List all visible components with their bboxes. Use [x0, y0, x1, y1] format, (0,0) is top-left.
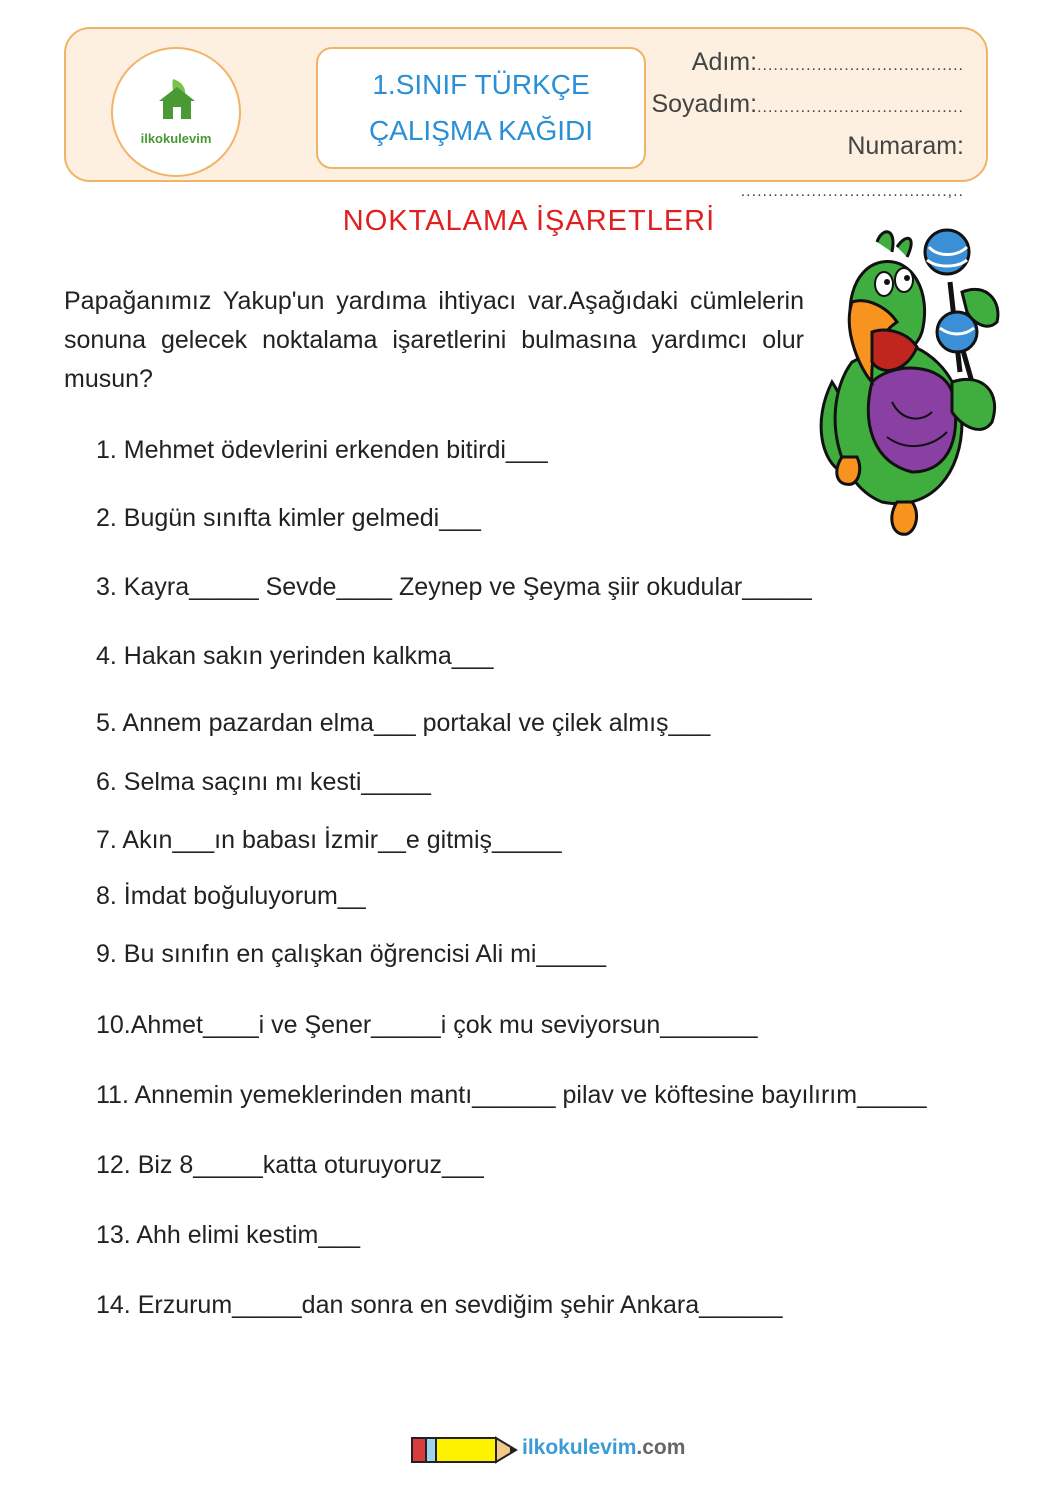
- question-5: 5. Annem pazardan elma___ portakal ve çilek almış___: [96, 709, 711, 737]
- surname-field[interactable]: [644, 85, 964, 127]
- worksheet-header: [64, 27, 988, 200]
- footer-site-link[interactable]: [522, 1436, 685, 1460]
- student-info-fields: [644, 43, 964, 211]
- surname-label: Soyadım:: [651, 90, 758, 118]
- footer-brand: [410, 1430, 686, 1472]
- footer-site-name: ilkokulevim: [522, 1436, 637, 1459]
- question-10: 10.Ahmet____i ve Şener_____i çok mu seviyorsun_______: [96, 1011, 758, 1039]
- question-9: 9. Bu sınıfın en çalışkan öğrencisi Ali mi_____: [96, 940, 607, 968]
- footer-site-tld: .com: [636, 1436, 686, 1459]
- question-3: 3. Kayra_____ Sevde____ Zeynep ve Şeyma şiir okudular_____: [96, 573, 812, 601]
- question-6: 6. Selma saçını mı kesti_____: [96, 768, 431, 796]
- question-1: 1. Mehmet ödevlerini erkenden bitirdi___: [96, 436, 548, 464]
- parrot-illustration-icon: [812, 222, 1012, 544]
- worksheet-title-line1: 1.SINIF TÜRKÇE: [372, 69, 590, 100]
- question-7: 7. Akın___ın babası İzmir__e gitmiş_____: [96, 826, 562, 854]
- question-8: 8. İmdat boğuluyorum__: [96, 882, 366, 910]
- logo-text: ilkokulevim: [140, 131, 212, 146]
- logo-badge: [111, 47, 241, 177]
- surname-blank: ......................................: [757, 99, 964, 116]
- name-field[interactable]: [644, 43, 964, 85]
- question-13: 13. Ahh elimi kestim___: [96, 1221, 361, 1249]
- house-leaf-logo-icon: [153, 77, 201, 121]
- question-2: 2. Bugün sınıfta kimler gelmedi___: [96, 504, 481, 532]
- pencil-icon: [410, 1432, 520, 1468]
- question-4: 4. Hakan sakın yerinden kalkma___: [96, 642, 494, 670]
- number-label: Numaram:: [847, 132, 964, 160]
- name-blank: ......................................: [757, 57, 964, 74]
- question-12: 12. Biz 8_____katta oturuyoruz___: [96, 1151, 484, 1179]
- worksheet-title-line2: ÇALIŞMA KAĞIDI: [368, 115, 594, 146]
- name-label: Adım:: [691, 48, 758, 76]
- number-blank: ......................................,..: [740, 183, 964, 200]
- worksheet-title-box: [316, 47, 646, 169]
- question-14: 14. Erzurum_____dan sonra en sevdiğim şehir Ankara______: [96, 1291, 783, 1319]
- question-11: 11. Annemin yemeklerinden mantı______ pilav ve köftesine bayılırım_____: [96, 1081, 927, 1109]
- number-field[interactable]: [644, 127, 964, 211]
- page-title: NOKTALAMA İŞARETLERİ: [342, 205, 716, 237]
- intro-paragraph: Papağanımız Yakup'un yardıma ihtiyacı var.Aşağıdaki cümlelerin sonuna gelecek noktalama işaretlerini bulmasına yardımcı olur musun?: [64, 287, 804, 393]
